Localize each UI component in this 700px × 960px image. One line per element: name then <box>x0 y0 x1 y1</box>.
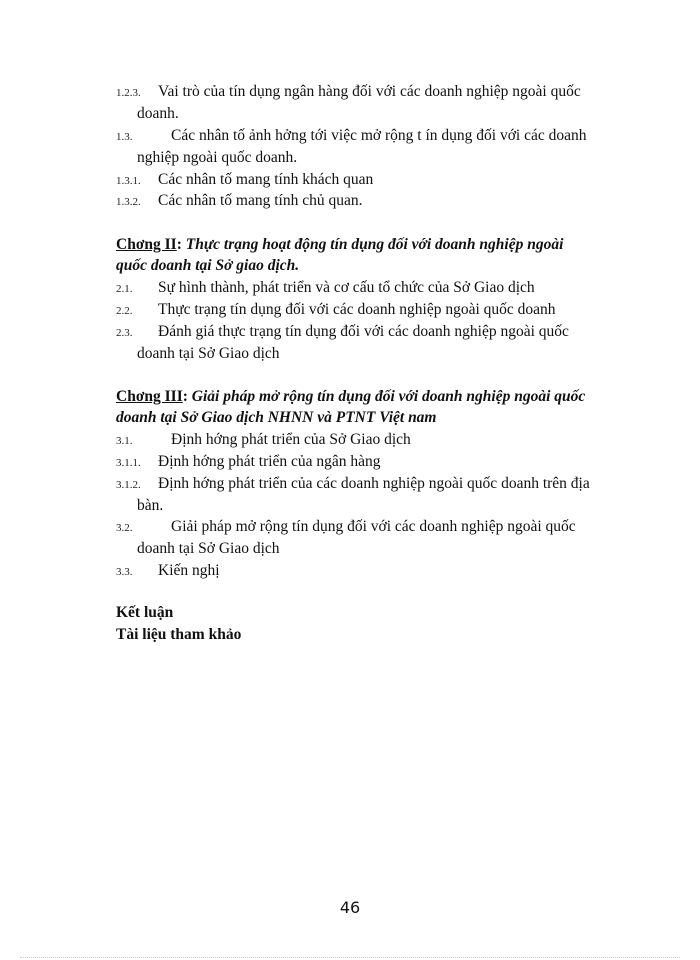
toc-text: Các nhân tố mang tính chủ quan. <box>158 192 363 209</box>
chapter-3-title-continued: doanh tại Sở Giao dịch NHNN và PTNT Việt nam <box>116 409 437 426</box>
toc-item-1-3-2 <box>116 191 362 212</box>
toc-item-3-2 <box>116 517 576 538</box>
toc-text: Đánh giá thực trạng tín dụng đối với các doanh nghiệp ngoài quốc <box>158 323 569 340</box>
chapter-2-label: Chơng II <box>116 236 177 253</box>
toc-item-2-1 <box>116 278 535 299</box>
toc-text: Các nhân tố ảnh hởng tới việc mở rộng t ín dụng đối với các doanh <box>171 127 587 144</box>
toc-item-3-1-2 <box>116 474 590 495</box>
toc-number: 3.2. <box>116 522 133 534</box>
conclusion-heading: Kết luận <box>116 604 174 621</box>
toc-number: 3.3. <box>116 566 133 578</box>
toc-text: Các nhân tố mang tính khách quan <box>158 171 374 188</box>
toc-item-3-1 <box>116 430 411 451</box>
toc-number: 2.1. <box>116 283 133 295</box>
toc-number: 2.2. <box>116 305 133 317</box>
toc-item-1-2-3-continued: doanh. <box>137 105 179 122</box>
toc-item-1-3 <box>116 126 586 147</box>
chapter-3-colon: : <box>182 388 192 405</box>
toc-text: Vai trò của tín dụng ngân hàng đối với các doanh nghiệp ngoài quốc <box>158 83 581 100</box>
toc-number: 3.1.2. <box>116 479 141 491</box>
references-heading: Tài liệu tham khảo <box>116 626 242 643</box>
page-number: 46 <box>339 898 361 917</box>
chapter-2-heading-continued <box>116 256 299 276</box>
chapter-2-title-continued: quốc doanh tại Sở giao dịch. <box>116 257 300 274</box>
toc-text: Sự hình thành, phát triển và cơ cấu tổ chức của Sở Giao dịch <box>158 279 535 296</box>
toc-item-3-2-continued: doanh tại Sở Giao dịch <box>137 540 280 557</box>
toc-item-2-3 <box>116 322 569 343</box>
toc-number: 3.1. <box>116 435 133 447</box>
toc-item-2-2 <box>116 300 556 321</box>
toc-number: 1.3.2. <box>116 196 141 208</box>
chapter-3-title: Giải pháp mở rộng tín dụng đối với doanh nghiệp ngoài quốc <box>191 388 586 405</box>
toc-item-2-3-continued: doanh tại Sở Giao dịch <box>137 345 280 362</box>
toc-text: Định hớng phát triển của ngân hàng <box>158 453 381 470</box>
page-bottom-divider <box>20 957 680 958</box>
toc-number: 2.3. <box>116 327 133 339</box>
toc-item-1-3-1 <box>116 170 373 191</box>
toc-text: Thực trạng tín dụng đối với các doanh nghiệp ngoài quốc doanh <box>158 301 556 318</box>
toc-number: 1.3.1. <box>116 175 141 187</box>
toc-item-1-2-3 <box>116 82 581 103</box>
chapter-3-label: Chơng III <box>116 388 183 405</box>
chapter-3-heading-continued <box>116 408 437 428</box>
toc-item-3-3 <box>116 561 220 582</box>
toc-item-1-3-continued: nghiệp ngoài quốc doanh. <box>137 149 298 166</box>
toc-number: 1.2.3. <box>116 87 141 99</box>
toc-item-3-1-1 <box>116 452 381 473</box>
toc-text: Định hớng phát triển của các doanh nghiệp ngoài quốc doanh trên địa <box>158 475 590 492</box>
toc-number: 1.3. <box>116 131 133 143</box>
toc-text: Giải pháp mở rộng tín dụng đối với các doanh nghiệp ngoài quốc <box>171 518 576 535</box>
toc-text: Kiến nghị <box>158 562 220 579</box>
chapter-3-heading <box>116 387 585 407</box>
chapter-2-heading <box>116 235 563 255</box>
toc-item-3-1-2-continued: bàn. <box>137 497 164 514</box>
toc-text: Định hớng phát triển của Sở Giao dịch <box>171 431 411 448</box>
chapter-2-title: Thực trạng hoạt động tín dụng đối với doanh nghiệp ngoài <box>185 236 564 253</box>
toc-number: 3.1.1. <box>116 457 141 469</box>
chapter-2-colon: : <box>176 236 186 253</box>
